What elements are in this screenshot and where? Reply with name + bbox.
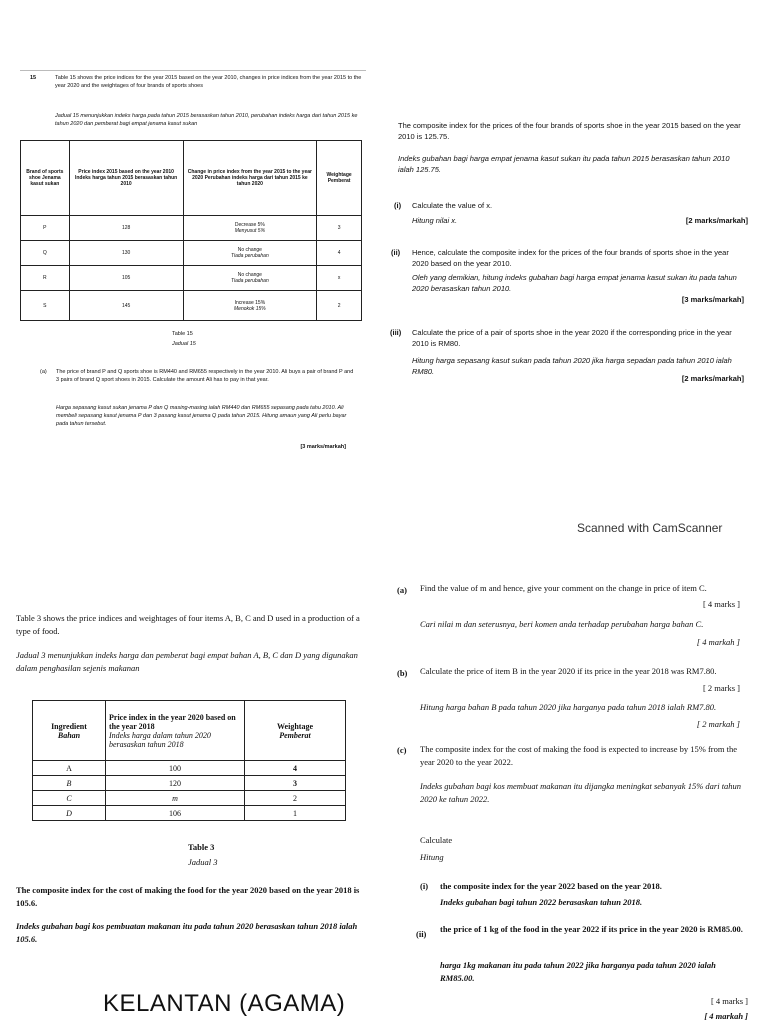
q15-intro-en: Table 15 shows the price indices for the year 2015 based on the year 2010, changes in price indices from the year 2015 to the year 2020 and the weightages of four brands of sports shoes bbox=[55, 75, 362, 89]
part-b-label: (b) bbox=[397, 668, 408, 678]
part-ii-marks: [3 marks/markah] bbox=[681, 295, 744, 304]
weight-cell: 4 bbox=[245, 761, 346, 776]
change-cell: Increase 15% Menokok 15% bbox=[183, 291, 317, 321]
part-c-label: (c) bbox=[397, 745, 407, 755]
table-15-caption-ms: Jadual 15 bbox=[172, 341, 196, 347]
table-row bbox=[33, 761, 346, 776]
table-header: Weightage Pemberat bbox=[317, 141, 362, 216]
calculate-ms: Hitung bbox=[420, 852, 444, 862]
brand-cell: P bbox=[21, 216, 70, 241]
header-rule bbox=[20, 70, 366, 71]
sub-ii-label: (ii) bbox=[416, 929, 427, 939]
part-c-en: The composite index for the cost of making the food is expected to increase by 15% from the year 2020 to the year 2022. bbox=[420, 744, 738, 767]
item-cell: B bbox=[33, 776, 106, 791]
sub-i-en: the composite index for the year 2022 based on the year 2018. bbox=[440, 881, 662, 891]
table-header: Price index 2015 based on the year 2010 Indeks harga tahun 2015 berasaskan tahun 2010 bbox=[69, 141, 183, 216]
sub-i-label: (i) bbox=[420, 881, 429, 891]
part-b-marks-en: [ 2 marks ] bbox=[702, 683, 740, 693]
composite-en: The composite index for the cost of making the food for the year 2020 based on the year 2018 is 105.6. bbox=[16, 885, 360, 908]
index-cell: 128 bbox=[69, 216, 183, 241]
composite-ms: Indeks gubahan bagi kos pembuatan makanan itu pada tahun 2020 berasaskan tahun 2018 ialah 105.6. bbox=[16, 921, 358, 944]
ingredient-header: Ingredient Bahan bbox=[33, 701, 106, 761]
index-cell: 105 bbox=[69, 266, 183, 291]
part-a-en: The price of brand P and Q sports shoe is RM440 and RM655 respectively in the year 2010. Ali buys a pair of brand P and 3 pairs of brand Q sport shoes in 2015. Calculate the amount Ali has to pay in that year. bbox=[56, 369, 354, 383]
part-i-ms: Hitung nilai x. bbox=[412, 216, 458, 225]
part-a-label: (a) bbox=[397, 585, 407, 595]
part-i-marks: [2 marks/markah] bbox=[685, 216, 748, 225]
change-cell: Decrease 5% Menyusut 5% bbox=[183, 216, 317, 241]
change-cell: No change Tiada perubahan bbox=[183, 266, 317, 291]
sub-ii-marks-en: [ 4 marks ] bbox=[710, 996, 748, 1006]
table-header: Brand of sports shoe Jenama kasut sukan bbox=[21, 141, 70, 216]
table-15 bbox=[20, 140, 362, 321]
weight-cell: 3 bbox=[245, 776, 346, 791]
table-row bbox=[33, 776, 346, 791]
part-a-marks: [3 marks/markah] bbox=[300, 444, 346, 450]
scanned-watermark: Scanned with CamScanner bbox=[577, 521, 723, 535]
price-index-header: Price index in the year 2020 based on the year 2018 Indeks harga dalam tahun 2020 berasaskan tahun 2018 bbox=[106, 701, 245, 761]
sub-i-ms: Indeks gubahan bagi tahun 2022 berasaskan tahun 2018. bbox=[440, 897, 643, 907]
brand-cell: R bbox=[21, 266, 70, 291]
right-intro-ms: Indeks gubahan bagi harga empat jenama kasut sukan itu pada tahun 2015 berasaskan tahun 2010 ialah 125.75. bbox=[398, 154, 730, 174]
brand-cell: Q bbox=[21, 241, 70, 266]
part-i-en: Calculate the value of x. bbox=[412, 201, 493, 210]
weight-cell: x bbox=[317, 266, 362, 291]
weight-cell: 2 bbox=[317, 291, 362, 321]
part-a-ms: Harga sepasang kasut sukan jenama P dan Q masing-masing ialah RM440 dan RM655 sepasang pada tahu 2010. Ali membeli sepasang kasut jenama P dan 3 pasang kasut jenama Q pada tahun 2015. Hitung amaun yang Ali perlu bayar pada tahun tersebut. bbox=[56, 405, 347, 427]
part-c-ms: Indeks gubahan bagi kos membuat makanan itu dijangka meningkat sebanyak 15% dari tahun 2020 ke tahun 2022. bbox=[420, 781, 742, 804]
index-cell: 145 bbox=[69, 291, 183, 321]
index-cell: 120 bbox=[106, 776, 245, 791]
table-row bbox=[33, 806, 346, 821]
part-a-marks-en: [ 4 marks ] bbox=[702, 599, 740, 609]
part-b-ms: Hitung harga bahan B pada tahun 2020 jika harganya pada tahun 2018 ialah RM7.80. bbox=[420, 702, 717, 712]
part-iii-ms: Hitung harga sepasang kasut sukan pada tahun 2020 jika harga sepadan pada tahun 2010 ialah RM80. bbox=[412, 356, 732, 376]
part-b-marks-ms: [ 2 markah ] bbox=[696, 719, 740, 729]
table-row bbox=[21, 216, 362, 241]
calculate-en: Calculate bbox=[420, 835, 453, 845]
item-cell: D bbox=[33, 806, 106, 821]
index-cell: 106 bbox=[106, 806, 245, 821]
part-ii-ms: Oleh yang demikian, hitung indeks gubahan bagi harga empat jenama kasut sukan itu pada tahun 2020 berasaskan tahun 2010. bbox=[412, 273, 737, 293]
index-cell: 130 bbox=[69, 241, 183, 266]
part-iii-marks: [2 marks/markah] bbox=[681, 374, 744, 383]
index-cell: 100 bbox=[106, 761, 245, 776]
weightage-header: Weightage Pemberat bbox=[245, 701, 346, 761]
sub-ii-en: the price of 1 kg of the food in the year 2022 if its price in the year 2020 is RM85.00. bbox=[440, 924, 743, 934]
table-row bbox=[21, 266, 362, 291]
part-a-en: Find the value of m and hence, give your comment on the change in price of item C. bbox=[420, 583, 707, 593]
part-a-label: (a) bbox=[40, 369, 47, 375]
weight-cell: 3 bbox=[317, 216, 362, 241]
table-3-caption: Table 3 bbox=[188, 842, 215, 852]
change-cell: No change Tiada perubahan bbox=[183, 241, 317, 266]
part-b-en: Calculate the price of item B in the year 2020 if its price in the year 2018 was RM7.80. bbox=[420, 666, 717, 676]
part-ii-en: Hence, calculate the composite index for the prices of the four brands of sports shoe in the year 2020 based on the year 2010. bbox=[412, 248, 729, 268]
footer-title: KELANTAN (AGAMA) bbox=[103, 990, 346, 1017]
q15-intro-ms: Jadual 15 menunjukkan indeks harga pada tahun 2015 berasaskan tahun 2010, perubahan indeks harga dari tahun 2015 ke tahun 2020 dan pemberat bagi empat jenama kasut sukan bbox=[55, 113, 358, 127]
table-row bbox=[21, 291, 362, 321]
table-3 bbox=[32, 700, 346, 821]
index-cell: m bbox=[106, 791, 245, 806]
table-row bbox=[33, 791, 346, 806]
part-iii-label: (iii) bbox=[390, 328, 402, 337]
weight-cell: 2 bbox=[245, 791, 346, 806]
table-3-caption-ms: Jadual 3 bbox=[188, 857, 218, 867]
part-a-marks-ms: [ 4 markah ] bbox=[696, 637, 740, 647]
q3-intro-ms: Jadual 3 menunjukkan indeks harga dan pemberat bagi empat bahan A, B, C dan D yang digunakan dalam penghasilan sejenis makanan bbox=[16, 650, 358, 673]
weight-cell: 1 bbox=[245, 806, 346, 821]
table-15-caption: Table 15 bbox=[172, 331, 193, 337]
part-ii-label: (ii) bbox=[391, 248, 401, 257]
question-number: 15 bbox=[30, 75, 37, 81]
table-header: Change in price index from the year 2015 to the year 2020 Perubahan indeks harga dari tahun 2015 ke tahun 2020 bbox=[183, 141, 317, 216]
brand-cell: S bbox=[21, 291, 70, 321]
sub-ii-marks-ms: [ 4 markah ] bbox=[704, 1011, 748, 1021]
right-intro-en: The composite index for the prices of the four brands of sports shoe in the year 2015 based on the year 2010 is 125.75. bbox=[398, 121, 741, 141]
sub-ii-ms: harga 1kg makanan itu pada tahun 2022 jika harganya pada tahun 2020 ialah RM85.00. bbox=[440, 960, 716, 983]
weight-cell: 4 bbox=[317, 241, 362, 266]
part-iii-en: Calculate the price of a pair of sports shoe in the year 2020 if the corresponding price in the year 2010 is RM80. bbox=[412, 328, 732, 348]
part-a-ms: Cari nilai m dan seterusnya, beri komen anda terhadap perubahan harga bahan C. bbox=[420, 619, 704, 629]
q3-intro-en: Table 3 shows the price indices and weightages of four items A, B, C and D used in a production of a type of food. bbox=[16, 613, 360, 636]
item-cell: A bbox=[33, 761, 106, 776]
table-row bbox=[21, 241, 362, 266]
item-cell: C bbox=[33, 791, 106, 806]
part-i-label: (i) bbox=[394, 201, 402, 210]
